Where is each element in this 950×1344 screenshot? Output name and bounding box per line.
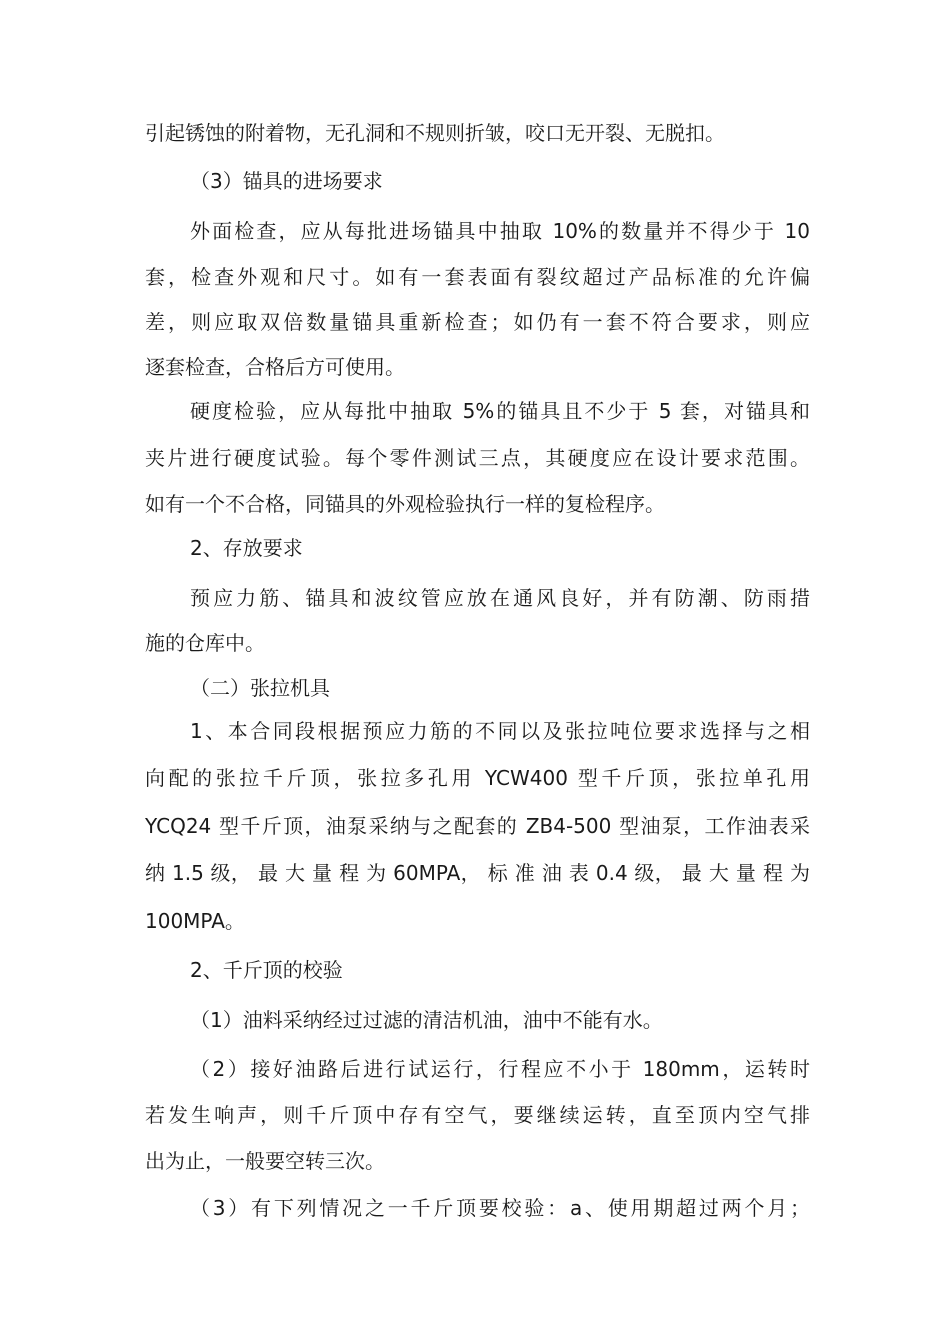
text-line: 1、本合同段根据预应力筋的不同以及张拉吨位要求选择与之相 xyxy=(190,719,810,743)
section-heading: 2、千斤顶的校验 xyxy=(190,958,343,982)
text-line: 若发生响声，则千斤顶中存有空气，要继续运转，直至顶内空气排 xyxy=(145,1103,810,1127)
text-line: 逐套检查，合格后方可使用。 xyxy=(145,355,405,379)
text-line: 纳 1.5 级， 最 大 量 程 为 60MPA， 标 准 油 表 0.4 级， 最 大 量 程 为 xyxy=(145,861,810,885)
text-line: YCQ24 型千斤顶，油泵采纳与之配套的 ZB4-500 型油泵，工作油表采 xyxy=(145,814,810,838)
text-line: （1）油料采纳经过过滤的清洁机油，油中不能有水。 xyxy=(190,1008,663,1032)
text-line: 硬度检验，应从每批中抽取 5%的锚具且不少于 5 套，对锚具和 xyxy=(190,399,810,423)
section-heading: （二）张拉机具 xyxy=(190,676,330,700)
text-line: （2）接好油路后进行试运行，行程应不小于 180mm，运转时 xyxy=(190,1057,810,1081)
text-line: 引起锈蚀的附着物，无孔洞和不规则折皱，咬口无开裂、无脱扣。 xyxy=(145,121,725,145)
text-line: 出为止，一般要空转三次。 xyxy=(145,1149,385,1173)
text-line: 施的仓库中。 xyxy=(145,631,265,655)
text-line: 夹片进行硬度试验。每个零件测试三点，其硬度应在设计要求范围。 xyxy=(145,446,810,470)
text-line: 100MPA。 xyxy=(145,909,245,933)
section-heading: （3）锚具的进场要求 xyxy=(190,169,383,193)
text-line: （3）有下列情况之一千斤顶要校验：a、使用期超过两个月； xyxy=(190,1196,810,1220)
text-line: 外面检查，应从每批进场锚具中抽取 10%的数量并不得少于 10 xyxy=(190,219,810,243)
text-line: 套，检查外观和尺寸。如有一套表面有裂纹超过产品标准的允许偏 xyxy=(145,265,810,289)
section-heading: 2、存放要求 xyxy=(190,536,303,560)
text-line: 预应力筋、锚具和波纹管应放在通风良好，并有防潮、防雨措 xyxy=(190,586,810,610)
text-line: 如有一个不合格，同锚具的外观检验执行一样的复检程序。 xyxy=(145,492,665,516)
text-line: 向配的张拉千斤顶，张拉多孔用 YCW400 型千斤顶，张拉单孔用 xyxy=(145,766,810,790)
text-line: 差，则应取双倍数量锚具重新检查；如仍有一套不符合要求，则应 xyxy=(145,310,810,334)
